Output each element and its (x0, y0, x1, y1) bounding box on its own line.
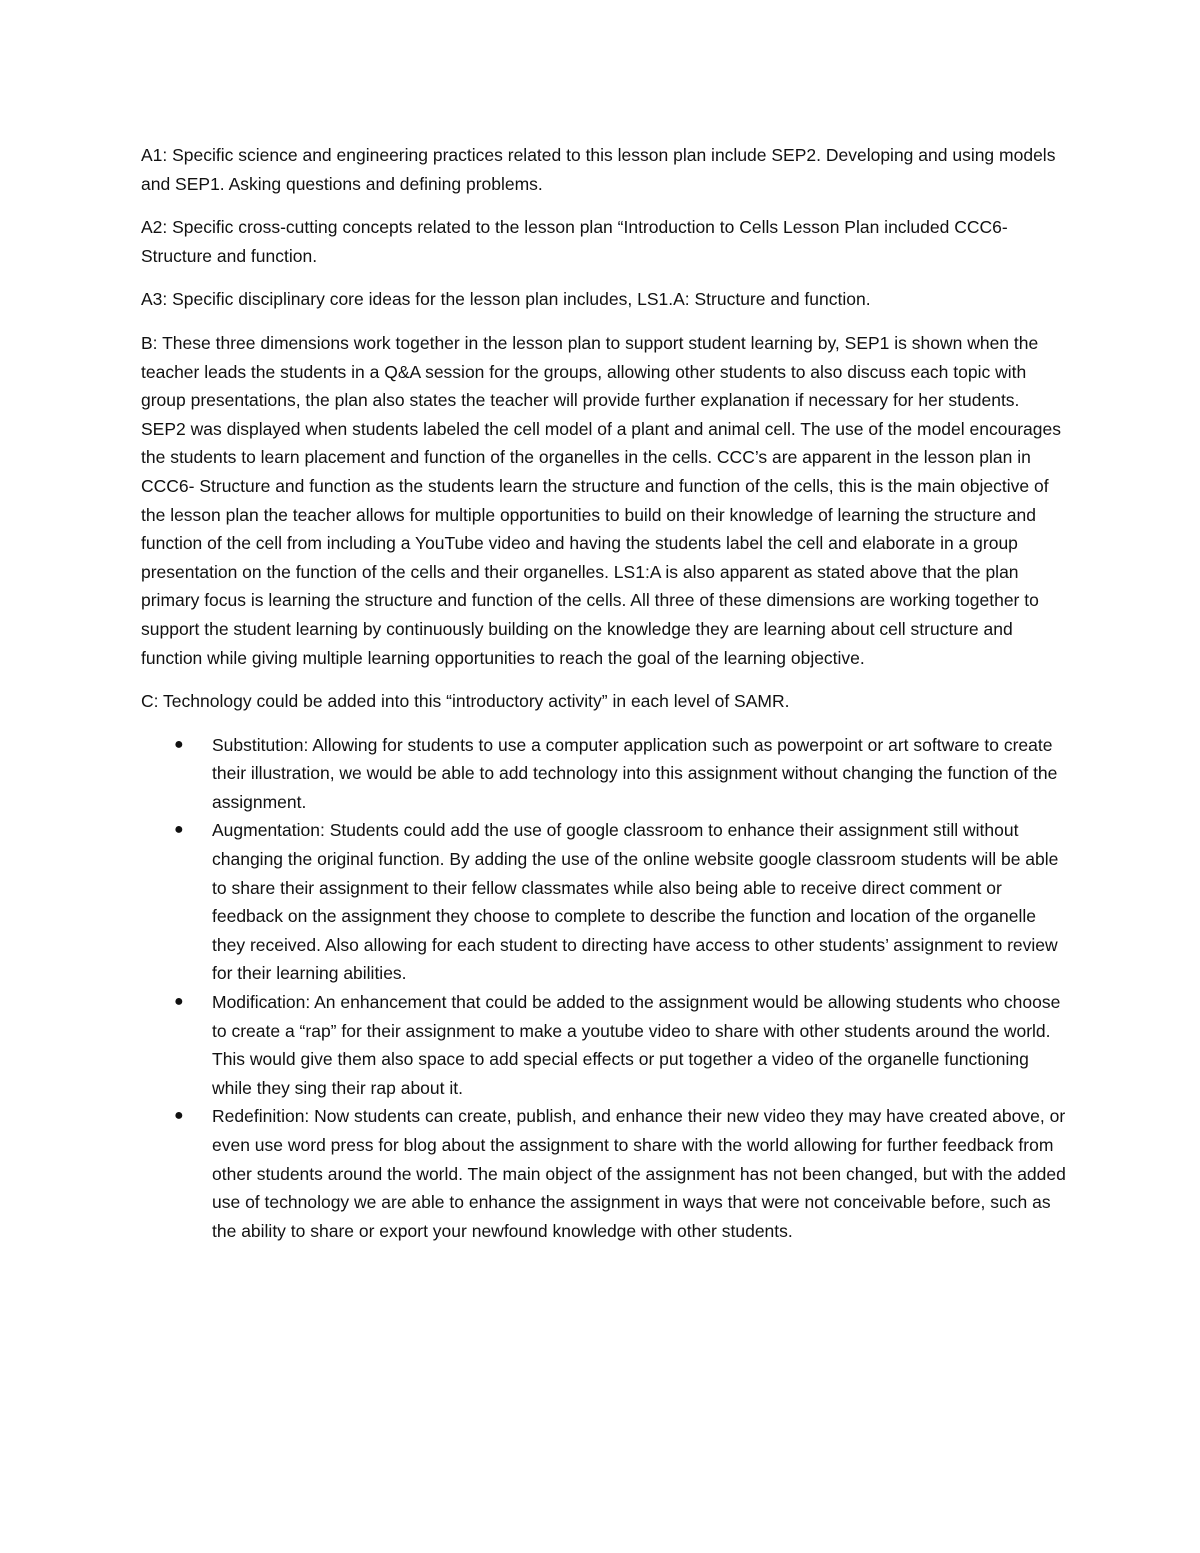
list-item-redefinition (141, 1102, 1066, 1245)
paragraph-a1: A1: Specific science and engineering practices related to this lesson plan include SEP2. Developing and using models and SEP1. Asking questions and defining problems. (141, 145, 1056, 194)
bullet-icon: ● (174, 1107, 184, 1125)
list-item-text: Augmentation: Students could add the use of google classroom to enhance their assignment still without changing the original function. By adding the use of the online website google classroom students will be able to share their assignment to their fellow classmates while also being able to receive direct comment or feedback on the assignment they choose to complete to describe the function and location of the organelle they received. Also allowing for each student to directing have access to other students’ assignment to review for their learning abilities. (212, 820, 1059, 984)
paragraph-a3: A3: Specific disciplinary core ideas for the lesson plan includes, LS1.A: Structure and function. (141, 289, 871, 310)
list-item-substitution (141, 731, 1066, 817)
paragraph-c: C: Technology could be added into this “introductory activity” in each level of SAMR. (141, 691, 790, 712)
list-item-text: Substitution: Allowing for students to use a computer application such as powerpoint or art software to create their illustration, we would be able to add technology into this assignment without changing the function of the assignment. (212, 734, 1058, 812)
list-item-modification (141, 988, 1066, 1102)
document-body (141, 141, 1066, 1245)
list-item-text: Modification: An enhancement that could be added to the assignment would be allowing students who choose to create a “rap” for their assignment to make a youtube video to share with other students around the world. This would give them also space to add special effects or put together a video of the organelle functioning while they sing their rap about it. (212, 992, 1061, 1098)
list-item-augmentation (141, 816, 1066, 988)
bullet-icon: ● (174, 993, 184, 1011)
bullet-icon: ● (174, 735, 184, 753)
paragraph-b: B: These three dimensions work together in the lesson plan to support student learning by, SEP1 is shown when the teacher leads the students in a Q&A session for the groups, allowing other students to also discuss each topic with group presentations, the plan also states the teacher will provide further explanation if necessary for her students. SEP2 was displayed when students labeled the cell model of a plant and animal cell. The use of the model encourages the students to learn placement and function of the organelles in the cells. CCC’s are apparent in the lesson plan in CCC6- Structure and function as the students learn the structure and function of the cells, this is the main objective of the lesson plan the teacher allows for multiple opportunities to build on their knowledge of learning the structure and function of the cell from including a YouTube video and having the students label the cell and elaborate in a group presentation on the function of the cells and their organelles. LS1:A is also apparent as stated above that the plan primary focus is learning the structure and function of the cells. All three of these dimensions are working together to support the student learning by continuously building on the knowledge they are learning about cell structure and function while giving multiple learning opportunities to reach the goal of the learning objective. (141, 332, 1061, 668)
samr-bullet-list (141, 731, 1066, 1246)
bullet-icon: ● (174, 821, 184, 839)
list-item-text: Redefinition: Now students can create, publish, and enhance their new video they may have created above, or even use word press for blog about the assignment to share with the world allowing for further feedback from other students around the world. The main object of the assignment has not been changed, but with the added use of technology we are able to enhance the assignment in ways that were not conceivable before, such as the ability to share or export your newfound knowledge with other students. (212, 1106, 1066, 1241)
paragraph-a2: A2: Specific cross-cutting concepts related to the lesson plan “Introduction to Cells Lesson Plan included CCC6-Structure and function. (141, 217, 1008, 266)
